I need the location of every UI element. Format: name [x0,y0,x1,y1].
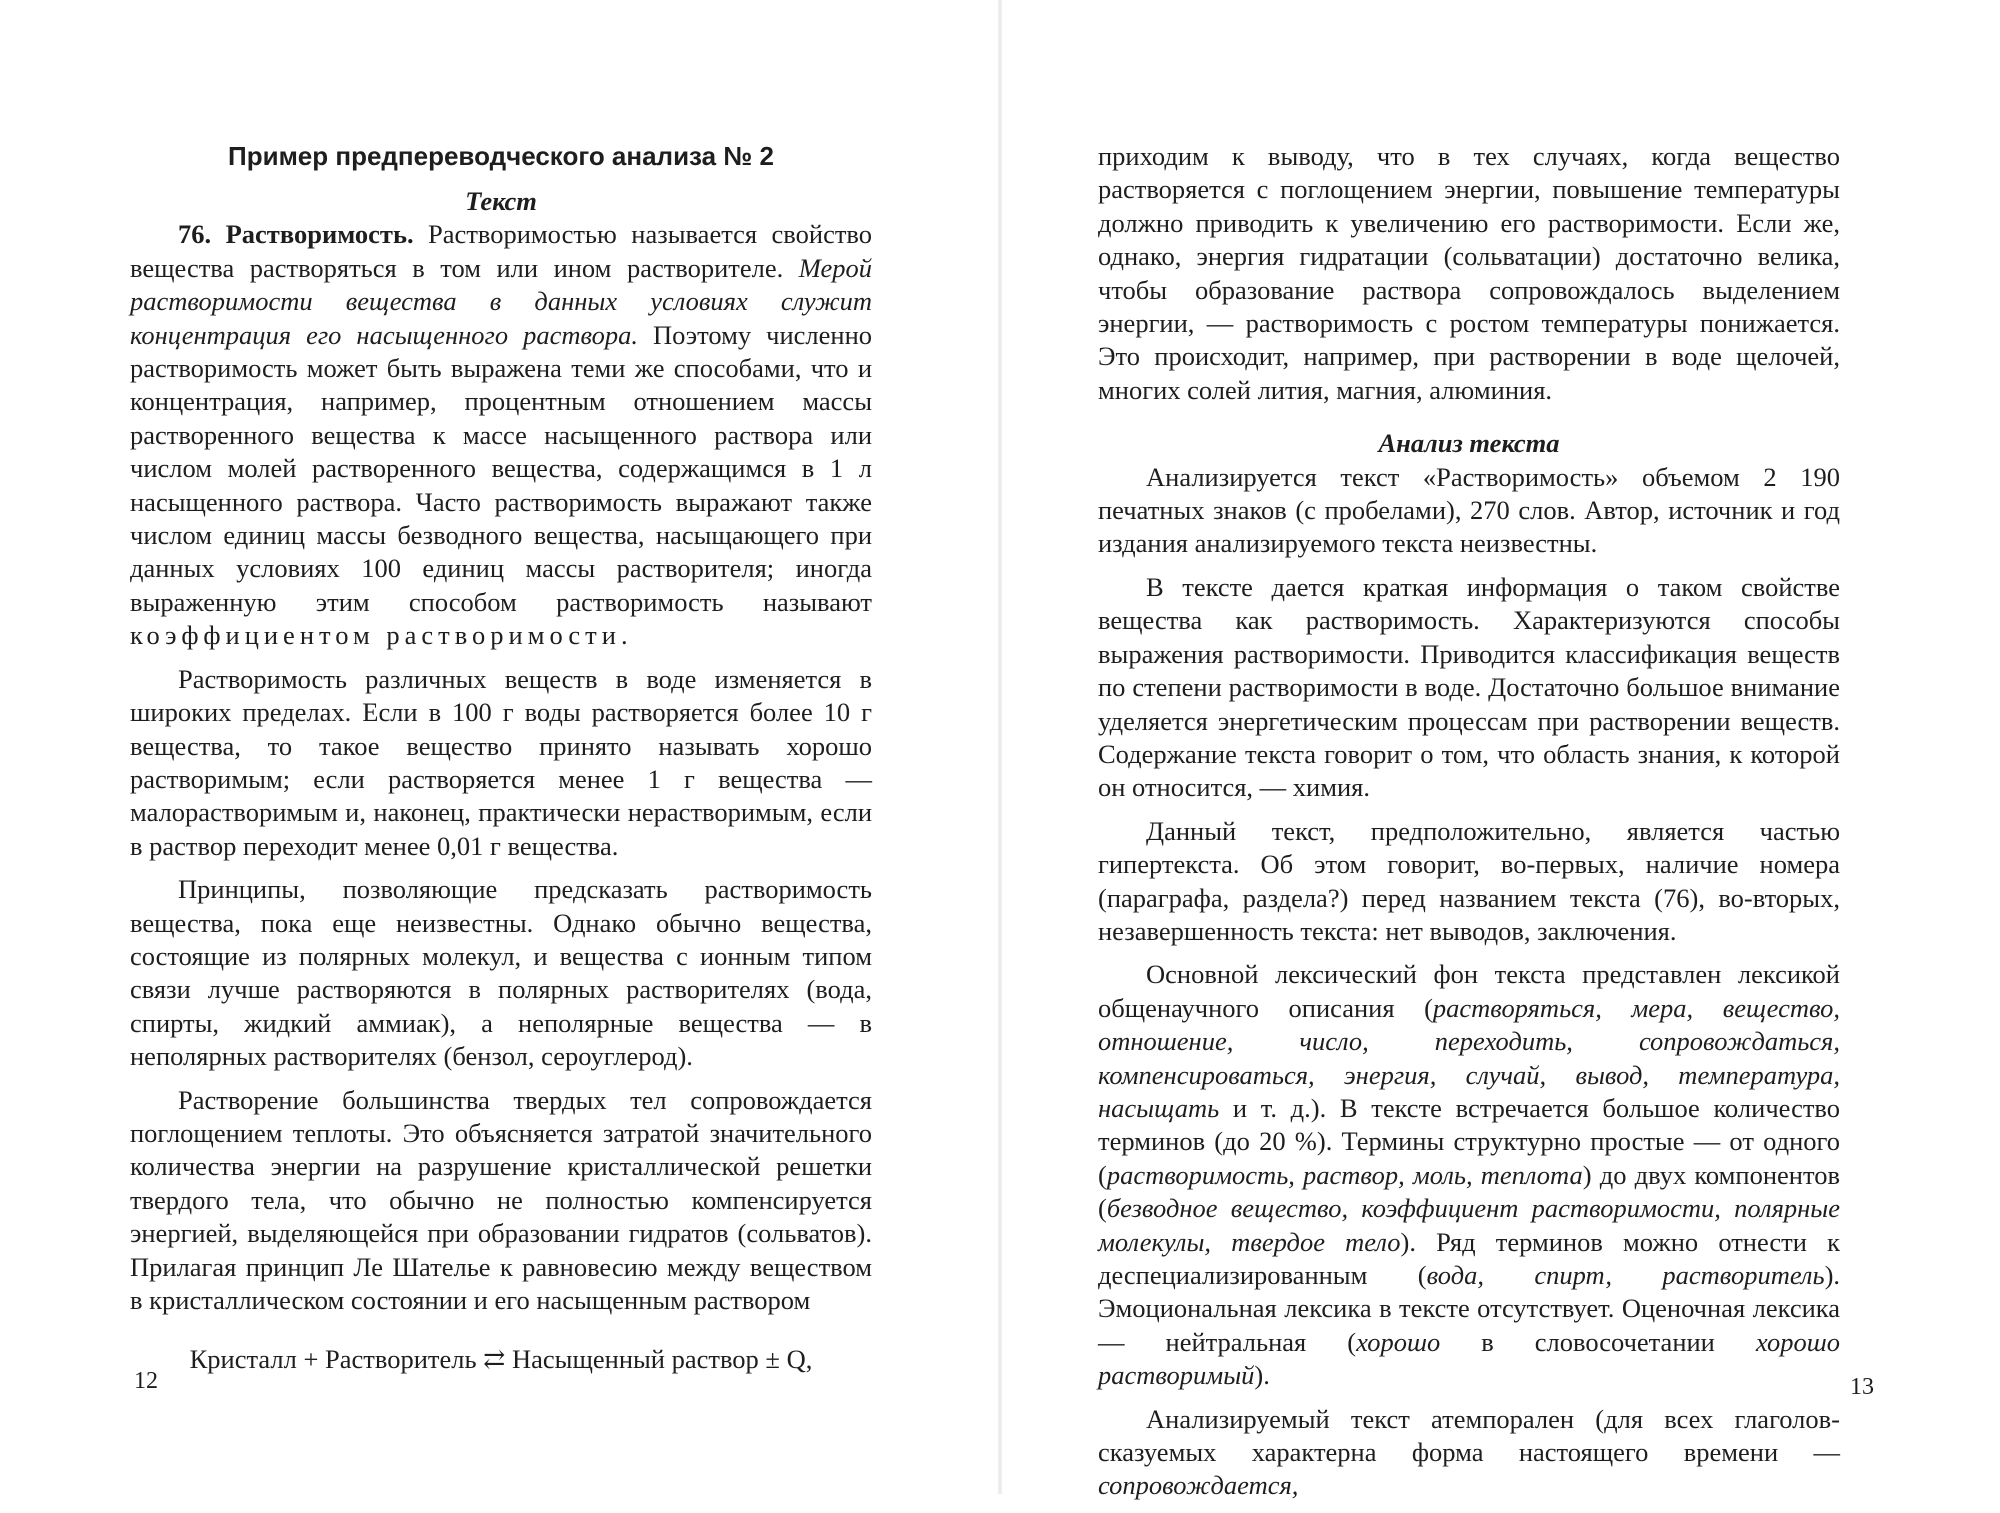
paragraph-analysis-content: В тексте дается краткая информация о таком свойстве вещества как растворимость. Характеризуются способы выражения растворимости. Приводится классификация веществ по степени растворимости в воде. Достаточно большое внимание уделяется энергетическим процессам при растворении веществ. Содержание текста говорит о том, что область знания, к которой он относится, — химия. [1098,571,1840,803]
text-span: Поэтому численно растворимость может быть выражена теми же способами, что и концентрация, например, процентным отношением массы растворенного вещества к массе насыщенного раствора или числом молей растворенного вещества, содержащимся в 1 л насыщенного раствора. Часто растворимость выражают также числом единиц массы безводного вещества, насыщающего при данных условиях 100 единиц массы растворителя; иногда выраженную этим способом растворимость называют [130,319,873,617]
paragraph-analysis-volume: Анализируется текст «Растворимость» объемом 2 190 печатных знаков (с пробелами), 270 слов. Автор, источник и год издания анализируемого текста неизвестны. [1098,461,1840,559]
text-span: Анализируемый текст атемпорален (для всех глаголов-сказуемых характерна форма настоящего времени — [1098,1403,1840,1468]
right-text-column [1098,140,1840,1513]
paragraph-analysis-tense [1098,1403,1840,1503]
text-span: ). [1254,1360,1270,1391]
italic-span: растворяться, мера, вещество, отношение, число, переходить, сопровождаться, компенсироваться, энергия, случай, вывод, температура, насыщать [1098,992,1840,1123]
right-page [1000,0,2000,1501]
section-title-text: Текст [465,186,537,216]
text-span: ). Эмоциональная лексика в тексте отсутствует. Оценочная лексика — нейтральная ( [1098,1260,1841,1357]
paragraph-analysis-hypertext: Данный текст, предположительно, является частью гипертекста. Об этом говорит, во-первых, наличие номера (параграфа, раздела?) перед названием текста (76), во-вторых, незавершенность текста: нет выводов, заключения. [1098,815,1840,946]
page-number-right: 13 [1850,1374,1874,1400]
text-span: Основной лексический фон текста представлен лексикой общенаучного описания ( [1098,959,1840,1023]
italic-span: Мерой растворимости вещества в данных условиях служит концентрация его насыщенного раствора. [130,252,872,350]
left-text-column [130,140,872,1377]
page-title: Пример предпереводческого анализа № 2 [228,141,774,171]
section-title-analysis: Анализ текста [1378,428,1560,459]
equilibrium-formula: Кристалл + Растворитель ⇄ Насыщенный раствор ± Q, [189,1344,813,1375]
text-span: в словосочетании [1440,1326,1756,1357]
text-span: . [620,620,628,651]
paragraph-continuation: приходим к выводу, что в тех случаях, когда вещество растворяется с поглощением энергии, повышение температуры должно приводить к увеличению его растворимости. Если же, однако, энергия гидратации (сольватации) достаточно велика, чтобы образование раствора сопровождалось выделением энергии, — растворимость с ростом температуры понижается. Это происходит, например, при растворении в воде щелочей, многих солей лития, магния, алюминия. [1098,141,1840,405]
paragraph-analysis-lexicon [1098,958,1840,1392]
text-span: ) до двух компонентов ( [1098,1159,1840,1224]
text-span: ). Ряд терминов можно отнести к деспециализированным ( [1098,1226,1841,1290]
text-span: и т. д.). В тексте встречается большое количество терминов (до 20 %). Термины структурно простые — от одного ( [1098,1092,1840,1190]
paragraph-principles: Принципы, позволяющие предсказать растворимость вещества, пока еще неизвестны. Однако обычно вещества, состоящие из полярных молекул, и вещества с ионным типом связи лучше растворяются в полярных растворителях (вода, спирты, жидкий аммиак), а неполярные вещества — в неполярных растворителях (бензол, сероуглерод). [130,874,872,1072]
italic-span: растворимость, раствор, моль, теплота [1106,1159,1583,1190]
spaced-term: коэффициентом растворимости [130,620,621,651]
italic-span: безводное вещество, коэффициент растворимости, полярные молекулы, твердое тело [1098,1193,1840,1257]
paragraph-dissolution-heat: Растворение большинства твердых тел сопровождается поглощением теплоты. Это объясняется затратой значительного количества энергии на разрушение кристаллической решетки твердого тела, что обычно не полностью компенсируется энергией, выделяющейся при образовании гидратов (сольватов). Прилагая принцип Ле Шателье к равновесию между веществом в кристаллическом состоянии и его насыщенным раствором [130,1084,872,1315]
italic-span: хорошо [1356,1326,1441,1357]
italic-span: вода, спирт, растворитель [1426,1260,1825,1290]
page-number-left: 12 [134,1368,158,1394]
left-page [0,0,1000,1494]
paragraph-solubility-ranges: Растворимость различных веществ в воде изменяется в широких пределах. Если в 100 г воды растворяется более 10 г вещества, то такое вещество принято называть хорошо растворимым; если растворяется менее 1 г вещества — малорастворимым и, наконец, практически нерастворимым, если в раствор переходит менее 0,01 г вещества. [130,663,872,861]
paragraph-solubility-definition [130,218,872,652]
italic-span: сопровождается, [1098,1470,1299,1501]
paragraph-number-heading: 76. Растворимость. [178,219,414,250]
italic-span: хорошо растворимый [1098,1326,1840,1391]
text-span: Растворимостью называется свойство вещества растворяться в том или ином растворителе. [130,219,872,283]
